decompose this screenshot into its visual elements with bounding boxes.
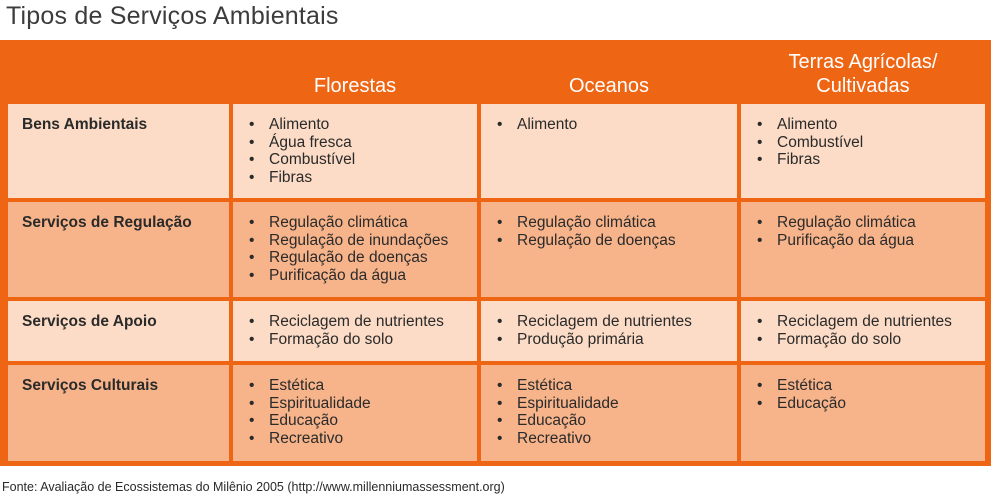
table-cell: [741, 301, 985, 361]
list-item: • Alimento: [481, 116, 737, 134]
column-header-terras-agricolas: Terras Agrícolas/ Cultivadas: [788, 51, 938, 97]
bullet-list: [741, 116, 985, 169]
list-item: • Produção primária: [481, 331, 737, 349]
table-cell: [481, 202, 737, 297]
list-item: • Regulação de doenças: [481, 232, 737, 250]
row-label: Bens Ambientais: [8, 104, 229, 198]
list-item: • Combustível: [741, 134, 985, 152]
list-item: • Água fresca: [233, 134, 477, 152]
table-cell: [481, 104, 737, 198]
table-cell: [741, 104, 985, 198]
page-title: Tipos de Serviços Ambientais: [6, 2, 339, 30]
bullet-list: [741, 214, 985, 249]
list-item: • Reciclagem de nutrientes: [741, 313, 985, 331]
list-item: • Alimento: [233, 116, 477, 134]
list-item: • Alimento: [741, 116, 985, 134]
table-cell: [741, 365, 985, 461]
table-cell: [233, 104, 477, 198]
bullet-list: [481, 313, 737, 348]
list-item: • Estética: [741, 377, 985, 395]
list-item: • Educação: [481, 412, 737, 430]
row-label: Serviços de Apoio: [8, 301, 229, 361]
bullet-list: [233, 377, 477, 447]
list-item: • Espiritualidade: [481, 395, 737, 413]
list-item: • Regulação de inundações: [233, 232, 477, 250]
table-cell: [481, 365, 737, 461]
list-item: • Purificação da água: [233, 267, 477, 285]
table-cell: [741, 202, 985, 297]
list-item: • Estética: [233, 377, 477, 395]
list-item: • Regulação climática: [233, 214, 477, 232]
bullet-list: [233, 116, 477, 186]
bullet-list: [741, 313, 985, 348]
bullet-list: [233, 214, 477, 284]
list-item: • Espiritualidade: [233, 395, 477, 413]
list-item: • Formação do solo: [741, 331, 985, 349]
row-label: Serviços de Regulação: [8, 202, 229, 297]
list-item: • Formação do solo: [233, 331, 477, 349]
list-item: • Reciclagem de nutrientes: [481, 313, 737, 331]
bullet-list: [233, 313, 477, 348]
list-item: • Recreativo: [481, 430, 737, 448]
list-item: • Fibras: [741, 151, 985, 169]
list-item: • Educação: [233, 412, 477, 430]
list-item: • Educação: [741, 395, 985, 413]
list-item: • Combustível: [233, 151, 477, 169]
source-note: Fonte: Avaliação de Ecossistemas do Milênio 2005 (http://www.millenniumassessment.org): [2, 480, 505, 494]
table-cell: [233, 202, 477, 297]
list-item: • Reciclagem de nutrientes: [233, 313, 477, 331]
list-item: • Estética: [481, 377, 737, 395]
table-cell: [233, 301, 477, 361]
bullet-list: [741, 377, 985, 412]
bullet-list: [481, 116, 737, 134]
list-item: • Regulação climática: [481, 214, 737, 232]
list-item: • Regulação climática: [741, 214, 985, 232]
list-item: • Fibras: [233, 169, 477, 187]
list-item: • Regulação de doenças: [233, 249, 477, 267]
list-item: • Purificação da água: [741, 232, 985, 250]
list-item: • Recreativo: [233, 430, 477, 448]
bullet-list: [481, 377, 737, 447]
table-cell: [233, 365, 477, 461]
column-header-florestas: Florestas: [313, 75, 397, 97]
column-header-oceanos: Oceanos: [568, 75, 650, 97]
table-cell: [481, 301, 737, 361]
row-label: Serviços Culturais: [8, 365, 229, 461]
services-table: [0, 40, 991, 466]
bullet-list: [481, 214, 737, 249]
